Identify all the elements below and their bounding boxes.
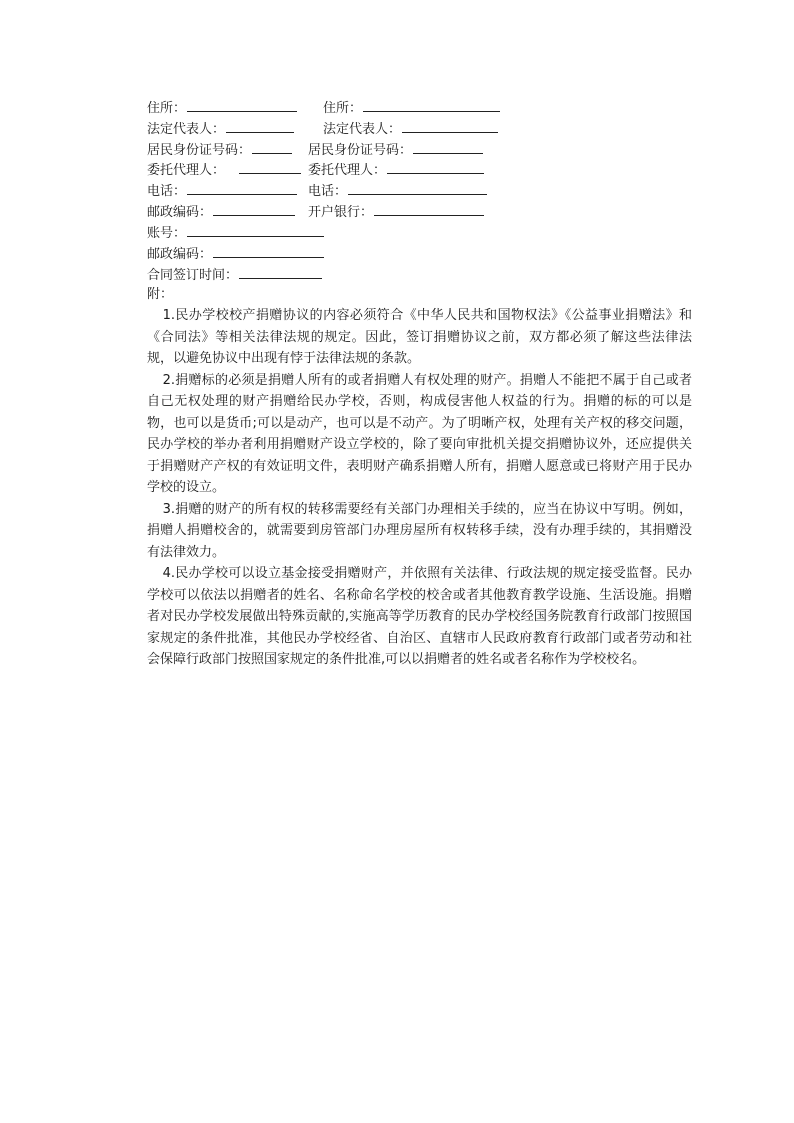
field-row-postcode-bank (147, 203, 374, 221)
party-a-id-blank (252, 141, 292, 154)
field-row-agent (147, 161, 387, 179)
field-row-sign-date (147, 266, 322, 284)
party-b-legal-rep-label: 法定代表人： (323, 122, 402, 137)
account-blank (187, 224, 324, 237)
party-b-bank-label: 开户银行： (308, 205, 374, 220)
party-a-postcode-label: 邮政编码： (147, 205, 213, 220)
party-b-agent-label: 委托代理人： (308, 163, 387, 178)
party-b-phone-label: 电话： (308, 184, 348, 199)
party-b-bank-blank (374, 203, 484, 216)
field-row-postcode-2 (147, 245, 324, 263)
annex-body (147, 305, 692, 671)
annex-paragraph-3: 3.捐赠的财产的所有权的转移需要经有关部门办理相关手续的，应当在协议中写明。例如，捐赠人捐赠校舍的，就需要到房管部门办理房屋所有权转移手续，没有办理手续的，其捐赠没有法律效力。 (147, 501, 692, 560)
party-a-phone-blank (187, 182, 297, 195)
party-a-address-label: 住所： (147, 101, 187, 116)
party-a-legal-rep-label: 法定代表人： (147, 122, 226, 137)
field-row-account (147, 224, 324, 242)
field-row-legal-rep (147, 120, 402, 138)
party-a-id-label: 居民身份证号码： (147, 143, 252, 158)
party-a-agent-blank (239, 161, 301, 174)
party-b-address-blank (363, 99, 500, 112)
annex-paragraph-2: 2.捐赠标的必须是捐赠人所有的或者捐赠人有权处理的财产。捐赠人不能把不属于自己或者自己无权处理的财产捐赠给民办学校，否则，构成侵害他人权益的行为。捐赠的标的可以是物，也可以是货币;可以是动产，也可以是不动产。为了明晰产权，处理有关产权的移交问题，民办学校的举办者利用捐赠财产设立学校的，除了要向审批机关提交捐赠协议外，还应提供关于捐赠财产产权的有效证明文件，表明财产确系捐赠人所有，捐赠人愿意或已将财产用于民办学校的设立。 (147, 372, 692, 495)
annex-label: 附： (147, 287, 174, 302)
postcode-2-label: 邮政编码： (147, 247, 213, 262)
account-label: 账号： (147, 226, 187, 241)
field-row-phone (147, 182, 348, 200)
sign-date-blank (239, 266, 322, 279)
field-row-id-number (147, 141, 413, 159)
party-b-phone-blank (348, 182, 487, 195)
party-b-id-blank (413, 141, 483, 154)
party-b-legal-rep-blank (402, 120, 498, 133)
party-a-address-blank (187, 99, 297, 112)
party-a-postcode-blank (213, 203, 295, 216)
party-b-agent-blank (387, 161, 484, 174)
party-a-phone-label: 电话： (147, 184, 187, 199)
annex-paragraph-1: 1.民办学校校产捐赠协议的内容必须符合《中华人民共和国物权法》《公益事业捐赠法》和《合同法》等相关法律法规的规定。因此，签订捐赠协议之前，双方都必须了解这些法律法规，以避免协议中出现有悖于法律法规的条款。 (147, 308, 692, 366)
party-b-address-label: 住所： (323, 101, 363, 116)
party-a-agent-label: 委托代理人： (147, 163, 226, 178)
party-a-legal-rep-blank (226, 120, 294, 133)
annex-paragraph-4: 4.民办学校可以设立基金接受捐赠财产，并依照有关法律、行政法规的规定接受监督。民办学校可以依法以捐赠者的姓名、名称命名学校的校舍或者其他教育教学设施、生活设施。捐赠者对民办学校发展做出特殊贡献的,实施高等学历教育的民办学校经国务院教育行政部门按照国家规定的条件批准，其他民办学校经省、自治区、直辖市人民政府教育行政部门或者劳动和社会保障行政部门按照国家规定的条件批准,可以以捐赠者的姓名或者名称作为学校校名。 (147, 566, 692, 667)
field-row-address (147, 99, 363, 117)
party-b-id-label: 居民身份证号码： (308, 143, 413, 158)
sign-date-label: 合同签订时间： (147, 268, 239, 283)
postcode-2-blank (213, 245, 324, 258)
